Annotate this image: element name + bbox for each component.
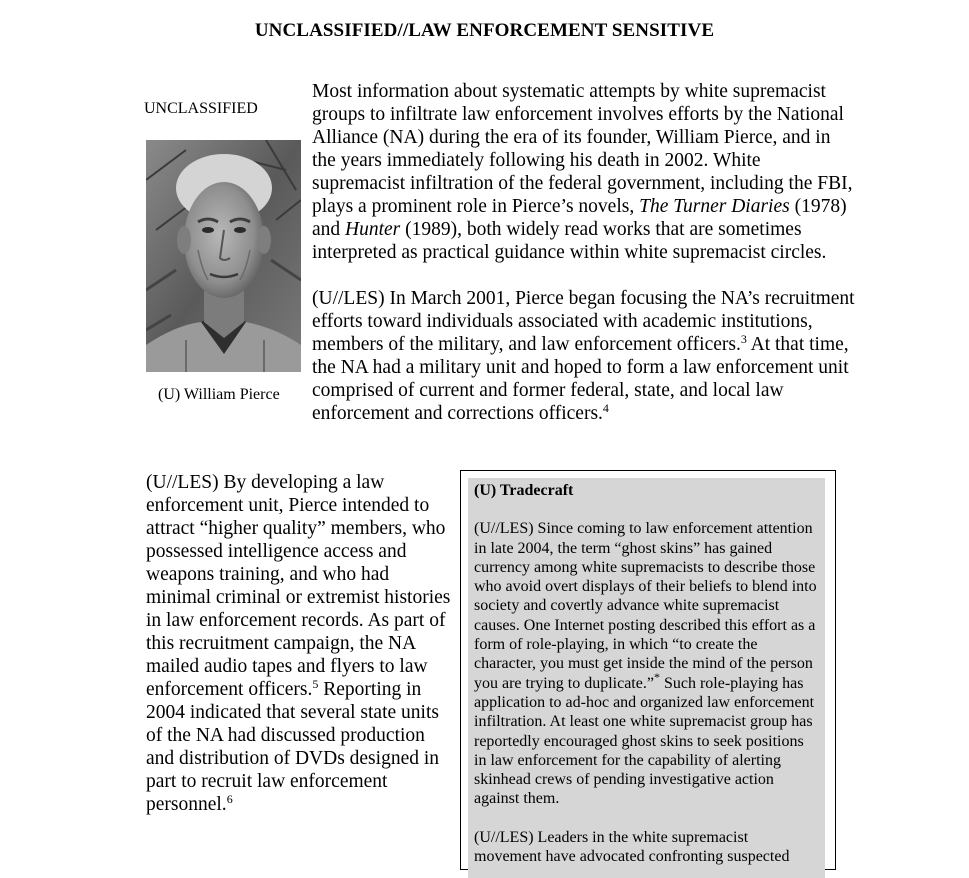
footnote-ref-3[interactable]: 3 [740, 332, 747, 346]
book-title-hunter: Hunter [345, 219, 401, 240]
intro-section [312, 80, 857, 425]
classification-header: UNCLASSIFIED//LAW ENFORCEMENT SENSITIVE [254, 20, 715, 41]
footnote-ref-4[interactable]: 4 [602, 401, 609, 415]
intro-paragraph-1: Most information about systematic attempts by white supremacist groups to infiltrate law enforcement involves efforts by the National Alliance (NA) during the era of its founder, William Pierce, and in the years immediately following his death in 2002. White supremacist infiltration of the federal government, including the FBI, plays a prominent role in Pierce’s novels, The Turner Diaries (1978) and Hunter (1989), both widely read works that are sometimes interpreted as practical guidance within white supremacist circles. [312, 81, 853, 263]
left-column [146, 471, 451, 816]
intro-paragraph-2: (U//LES) In March 2001, Pierce began focusing the NA’s recruitment efforts toward individuals associated with academic institutions, members of the military, and law enforcement officers.$^3$ At that time, the NA had a military unit and hoped to form a law enforcement unit comprised of current and former federal, state, and local law enforcement and corrections officers.$^4$ [312, 288, 855, 424]
tradecraft-shaded-panel [468, 478, 825, 878]
footnote-ref-asterisk[interactable]: * [653, 669, 660, 684]
tradecraft-paragraph-2: (U//LES) Leaders in the white supremacist movement have advocated confronting suspected [474, 828, 790, 866]
footnote-ref-5[interactable]: 5 [312, 677, 319, 691]
tradecraft-paragraph-1: (U//LES) Since coming to law enforcement attention in late 2004, the term “ghost skins” has gained currency among white supremacists to describe those who avoid overt displays of their beliefs to blend into society and covertly advance white supremacist causes. One Internet posting described this effort as a form of role-playing, in which “to create the character, you must get inside the mind of the person you are trying to duplicate.”* Such role-playing has application to ad-hoc and organized law enforcement infiltration. At least one white supremacist group has reportedly encouraged ghost skins to seek positions in law enforcement for the capability of alerting skinhead crews of pending investigative action against them. [474, 520, 817, 808]
photo-caption: (U) William Pierce [158, 386, 280, 403]
footnote-ref-6[interactable]: 6 [226, 792, 233, 806]
tradecraft-sidebar-box [460, 470, 836, 870]
photo-classification-label: UNCLASSIFIED [144, 100, 258, 117]
book-title-turner-diaries: The Turner Diaries [639, 196, 790, 217]
portrait-photo [146, 140, 301, 372]
tradecraft-title: (U) Tradecraft [474, 482, 574, 499]
left-paragraph: (U//LES) By developing a law enforcement unit, Pierce intended to attract “higher quality” members, who possessed intelligence access and weapons training, and who had minimal criminal or extremist histories in law enforcement records. As part of this recruitment campaign, the NA mailed audio tapes and flyers to law enforcement officers.$^5$ Reporting in 2004 indicated that several state units of the NA had discussed production and distribution of DVDs designed in part to recruit law enforcement personnel.$^6$ [146, 472, 451, 815]
